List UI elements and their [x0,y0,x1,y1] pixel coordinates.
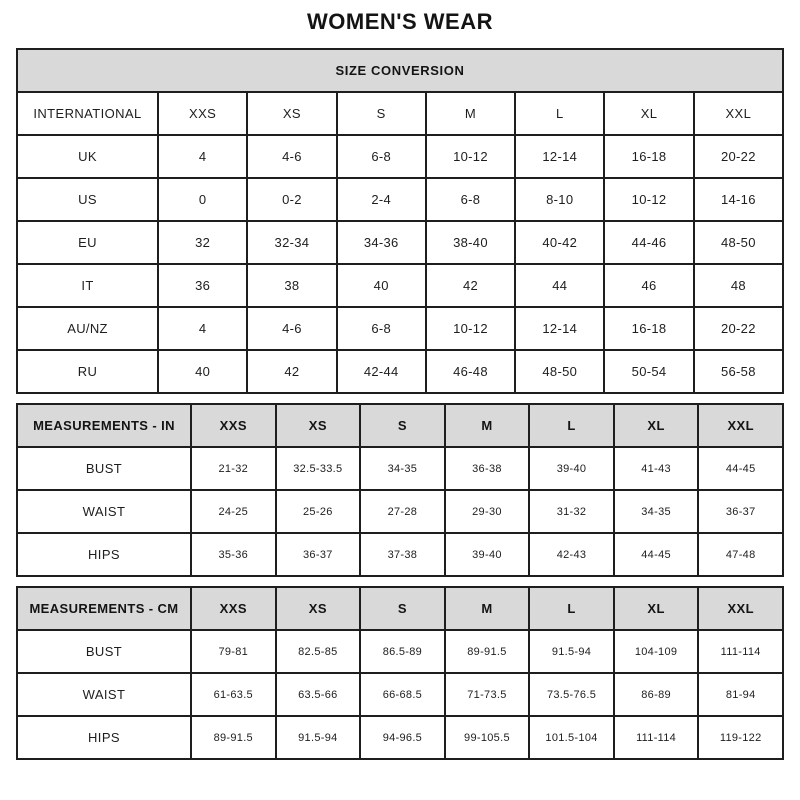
data-cell: 42-43 [529,533,614,576]
data-cell: 10-12 [426,135,515,178]
column-header-cell: XXL [698,404,783,447]
data-cell: 4-6 [247,135,336,178]
column-header-cell: S [360,404,445,447]
data-cell: 31-32 [529,490,614,533]
data-cell: 94-96.5 [360,716,445,759]
data-cell: 14-16 [694,178,783,221]
data-cell: 32.5-33.5 [276,447,361,490]
data-cell: 44-45 [614,533,699,576]
column-header-cell: L [515,92,604,135]
table-row [17,221,783,264]
row-label: US [17,178,158,221]
data-cell: 39-40 [529,447,614,490]
measurements-in-table [16,403,784,577]
data-cell: 91.5-94 [276,716,361,759]
data-cell: 40 [158,350,247,393]
row-label: EU [17,221,158,264]
data-cell: 48-50 [515,350,604,393]
column-header-cell: L [529,404,614,447]
data-cell: 32 [158,221,247,264]
data-cell: 46-48 [426,350,515,393]
column-header-cell: S [337,92,426,135]
column-header-cell: XL [614,587,699,630]
data-cell: 16-18 [604,307,693,350]
column-header-cell: M [445,587,530,630]
data-cell: 91.5-94 [529,630,614,673]
data-cell: 40 [337,264,426,307]
data-cell: 111-114 [614,716,699,759]
row-label: RU [17,350,158,393]
data-cell: 10-12 [426,307,515,350]
table-row [17,490,783,533]
data-cell: 44-46 [604,221,693,264]
table-row [17,135,783,178]
data-cell: 36-37 [698,490,783,533]
data-cell: 89-91.5 [191,716,276,759]
data-cell: 89-91.5 [445,630,530,673]
data-cell: 47-48 [698,533,783,576]
size-conversion-body [17,135,783,393]
table-row [17,533,783,576]
data-cell: 71-73.5 [445,673,530,716]
row-label: BUST [17,630,191,673]
data-cell: 34-35 [614,490,699,533]
data-cell: 0 [158,178,247,221]
column-header-cell: INTERNATIONAL [17,92,158,135]
data-cell: 39-40 [445,533,530,576]
data-cell: 38-40 [426,221,515,264]
column-header-cell: MEASUREMENTS - CM [17,587,191,630]
size-conversion-table [16,48,784,394]
column-header-cell: XXL [698,587,783,630]
data-cell: 61-63.5 [191,673,276,716]
data-cell: 36 [158,264,247,307]
data-cell: 44 [515,264,604,307]
data-cell: 104-109 [614,630,699,673]
data-cell: 36-38 [445,447,530,490]
data-cell: 66-68.5 [360,673,445,716]
column-header-row [17,587,783,630]
data-cell: 99-105.5 [445,716,530,759]
table-title-row [17,49,783,92]
data-cell: 36-37 [276,533,361,576]
table-row [17,350,783,393]
data-cell: 8-10 [515,178,604,221]
size-conversion-title: SIZE CONVERSION [17,49,783,92]
data-cell: 50-54 [604,350,693,393]
data-cell: 111-114 [698,630,783,673]
data-cell: 21-32 [191,447,276,490]
table-row [17,447,783,490]
data-cell: 82.5-85 [276,630,361,673]
data-cell: 27-28 [360,490,445,533]
data-cell: 34-36 [337,221,426,264]
data-cell: 25-26 [276,490,361,533]
column-header-row [17,404,783,447]
data-cell: 20-22 [694,307,783,350]
data-cell: 42 [247,350,336,393]
column-header-cell: XS [276,587,361,630]
column-header-row [17,92,783,135]
measurements-cm-body [17,630,783,759]
data-cell: 4 [158,135,247,178]
table-row [17,673,783,716]
data-cell: 81-94 [698,673,783,716]
data-cell: 29-30 [445,490,530,533]
data-cell: 40-42 [515,221,604,264]
data-cell: 44-45 [698,447,783,490]
data-cell: 42-44 [337,350,426,393]
data-cell: 2-4 [337,178,426,221]
measurements-cm-table [16,586,784,760]
data-cell: 0-2 [247,178,336,221]
data-cell: 48 [694,264,783,307]
data-cell: 86.5-89 [360,630,445,673]
table-row [17,264,783,307]
data-cell: 4 [158,307,247,350]
data-cell: 37-38 [360,533,445,576]
column-header-cell: M [426,92,515,135]
row-label: IT [17,264,158,307]
table-row [17,178,783,221]
row-label: WAIST [17,490,191,533]
column-header-cell: XXS [191,404,276,447]
data-cell: 10-12 [604,178,693,221]
data-cell: 12-14 [515,307,604,350]
measurements-in-body [17,447,783,576]
column-header-cell: XS [276,404,361,447]
column-header-cell: XXS [191,587,276,630]
column-header-cell: S [360,587,445,630]
data-cell: 35-36 [191,533,276,576]
row-label: HIPS [17,716,191,759]
row-label: AU/NZ [17,307,158,350]
column-header-cell: L [529,587,614,630]
column-header-cell: MEASUREMENTS - IN [17,404,191,447]
data-cell: 6-8 [337,307,426,350]
data-cell: 6-8 [337,135,426,178]
data-cell: 6-8 [426,178,515,221]
column-header-cell: XL [604,92,693,135]
data-cell: 32-34 [247,221,336,264]
data-cell: 24-25 [191,490,276,533]
column-header-cell: XXL [694,92,783,135]
data-cell: 86-89 [614,673,699,716]
row-label: BUST [17,447,191,490]
column-header-cell: M [445,404,530,447]
data-cell: 4-6 [247,307,336,350]
table-row [17,630,783,673]
page-title: WOMEN'S WEAR [307,9,493,34]
data-cell: 34-35 [360,447,445,490]
data-cell: 56-58 [694,350,783,393]
data-cell: 63.5-66 [276,673,361,716]
column-header-cell: XXS [158,92,247,135]
data-cell: 12-14 [515,135,604,178]
data-cell: 46 [604,264,693,307]
data-cell: 79-81 [191,630,276,673]
row-label: UK [17,135,158,178]
data-cell: 38 [247,264,336,307]
data-cell: 41-43 [614,447,699,490]
data-cell: 73.5-76.5 [529,673,614,716]
data-cell: 20-22 [694,135,783,178]
data-cell: 119-122 [698,716,783,759]
table-row [17,716,783,759]
table-row [17,307,783,350]
data-cell: 42 [426,264,515,307]
row-label: WAIST [17,673,191,716]
column-header-cell: XS [247,92,336,135]
data-cell: 16-18 [604,135,693,178]
data-cell: 101.5-104 [529,716,614,759]
data-cell: 48-50 [694,221,783,264]
column-header-cell: XL [614,404,699,447]
row-label: HIPS [17,533,191,576]
